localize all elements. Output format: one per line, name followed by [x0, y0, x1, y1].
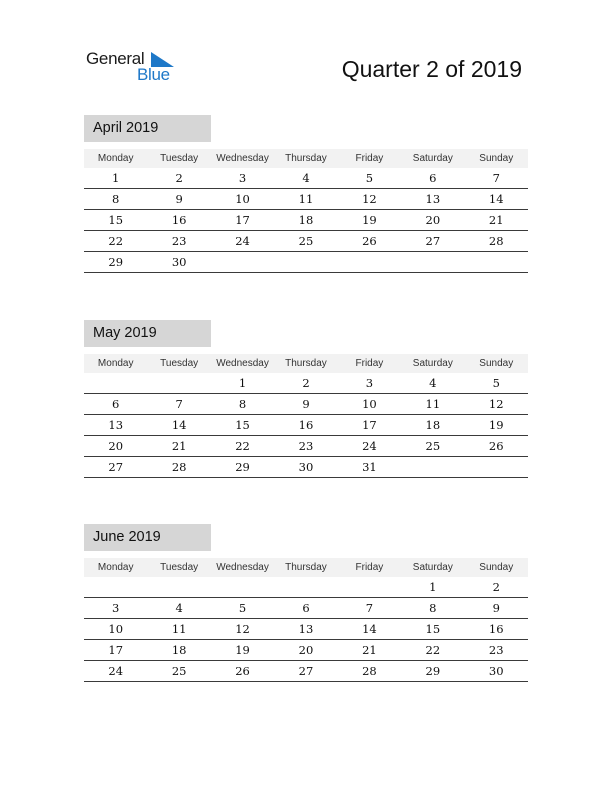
day-cell: 2	[492, 580, 500, 594]
month-calendar	[84, 524, 528, 682]
day-cell	[274, 252, 337, 272]
day-cell: 18	[171, 643, 187, 657]
week-row	[84, 436, 528, 457]
day-cell: 28	[488, 234, 504, 248]
day-cell	[211, 252, 274, 272]
day-cell: 5	[492, 376, 500, 390]
day-cell: 11	[425, 397, 441, 411]
week-row	[84, 577, 528, 598]
day-cell: 17	[108, 643, 124, 657]
day-cell: 12	[488, 397, 504, 411]
weekday-label: Saturday	[412, 358, 453, 369]
day-cell: 30	[488, 664, 504, 678]
day-cell: 17	[362, 418, 377, 432]
day-cell: 26	[235, 664, 250, 678]
day-cell: 31	[362, 460, 377, 474]
day-cell: 27	[425, 234, 441, 248]
day-cell: 14	[171, 418, 187, 432]
day-cell: 1	[429, 580, 437, 594]
day-cell: 15	[425, 622, 441, 636]
day-cell: 20	[298, 643, 314, 657]
day-cell: 3	[112, 601, 120, 615]
month-title: May 2019	[93, 325, 157, 341]
page-title: Quarter 2 of 2019	[341, 56, 522, 82]
day-cell: 30	[298, 460, 314, 474]
week-row	[84, 661, 528, 682]
day-cell: 8	[112, 192, 120, 206]
weekday-label: Thursday	[285, 562, 327, 573]
week-row	[84, 598, 528, 619]
day-cell: 23	[488, 643, 504, 657]
day-cell: 4	[302, 171, 310, 185]
day-cell	[465, 252, 528, 272]
day-cell: 3	[365, 376, 374, 390]
weekday-header-row	[84, 354, 528, 373]
day-cell: 19	[488, 418, 504, 432]
weekday-label: Sunday	[479, 358, 514, 369]
day-cell: 8	[429, 601, 437, 615]
day-cell: 24	[235, 234, 250, 248]
week-row	[84, 457, 528, 478]
day-cell	[338, 577, 401, 597]
day-cell: 6	[429, 171, 437, 185]
day-cell: 13	[108, 418, 124, 432]
day-cell	[401, 252, 464, 272]
day-cell: 12	[362, 192, 377, 206]
day-cell: 13	[425, 192, 441, 206]
day-cell: 17	[235, 213, 250, 227]
weekday-label: Friday	[355, 562, 384, 573]
day-cell: 6	[112, 397, 120, 411]
day-cell: 3	[238, 171, 247, 185]
day-cell: 14	[362, 622, 377, 636]
weekday-label: Saturday	[412, 562, 453, 573]
day-cell: 12	[235, 622, 250, 636]
day-cell: 24	[362, 439, 377, 453]
day-cell: 30	[171, 255, 187, 269]
weekday-header-row	[84, 149, 528, 168]
day-cell	[338, 252, 401, 272]
month-title-box	[84, 524, 211, 551]
weekday-label: Tuesday	[160, 358, 199, 369]
day-cell: 29	[108, 255, 124, 269]
weekday-label: Friday	[355, 153, 384, 164]
weekday-label: Friday	[355, 358, 384, 369]
day-cell: 7	[492, 171, 500, 185]
day-cell: 16	[488, 622, 504, 636]
day-cell: 19	[362, 213, 377, 227]
day-cell: 24	[108, 664, 124, 678]
day-cell: 29	[235, 460, 250, 474]
day-cell: 21	[488, 213, 504, 227]
day-cell: 9	[175, 192, 183, 206]
month-title: April 2019	[93, 120, 159, 136]
day-cell: 10	[235, 192, 250, 206]
weekday-label: Monday	[97, 358, 134, 369]
day-cell: 4	[175, 601, 183, 615]
day-cell	[401, 457, 464, 477]
week-row	[84, 231, 528, 252]
day-cell: 4	[429, 376, 437, 390]
day-cell: 23	[298, 439, 314, 453]
weekday-label: Sunday	[479, 153, 514, 164]
month-calendar	[84, 115, 528, 273]
day-cell: 5	[238, 601, 247, 615]
weekday-label: Sunday	[479, 562, 514, 573]
day-cell: 20	[425, 213, 441, 227]
week-row	[84, 210, 528, 231]
day-cell: 22	[235, 439, 250, 453]
day-cell	[147, 373, 210, 393]
day-cell: 26	[488, 439, 504, 453]
day-cell: 15	[108, 213, 124, 227]
day-cell: 18	[425, 418, 441, 432]
day-cell: 22	[425, 643, 441, 657]
month-title: June 2019	[93, 529, 161, 545]
day-cell: 21	[171, 439, 187, 453]
day-cell: 16	[171, 213, 187, 227]
day-cell: 26	[362, 234, 377, 248]
day-cell: 9	[302, 397, 310, 411]
day-cell: 22	[108, 234, 124, 248]
day-cell: 27	[298, 664, 314, 678]
month-title-box	[84, 320, 211, 347]
day-cell: 15	[235, 418, 250, 432]
day-cell: 16	[298, 418, 314, 432]
day-cell	[147, 577, 210, 597]
week-row	[84, 373, 528, 394]
day-cell: 7	[175, 397, 183, 411]
generalblue-logo	[86, 49, 186, 85]
day-cell: 21	[362, 643, 377, 657]
week-row	[84, 252, 528, 273]
weekday-label: Tuesday	[160, 153, 199, 164]
week-row	[84, 640, 528, 661]
day-cell: 2	[175, 171, 183, 185]
day-cell: 14	[488, 192, 504, 206]
weekday-label: Wednesday	[216, 153, 269, 164]
weekday-label: Wednesday	[216, 562, 269, 573]
day-cell: 19	[235, 643, 250, 657]
day-cell: 8	[238, 397, 247, 411]
week-row	[84, 415, 528, 436]
weekday-label: Tuesday	[160, 562, 199, 573]
day-cell: 2	[302, 376, 310, 390]
weekday-label: Wednesday	[216, 358, 269, 369]
day-cell: 1	[238, 376, 247, 390]
day-cell: 11	[171, 622, 187, 636]
day-cell: 23	[171, 234, 187, 248]
day-cell: 10	[108, 622, 124, 636]
day-cell: 1	[112, 171, 120, 185]
day-cell: 25	[298, 234, 314, 248]
day-cell: 29	[425, 664, 441, 678]
week-row	[84, 168, 528, 189]
day-cell	[84, 373, 147, 393]
day-cell: 25	[425, 439, 441, 453]
weekday-label: Monday	[97, 562, 134, 573]
day-cell: 25	[171, 664, 187, 678]
day-cell: 11	[298, 192, 314, 206]
day-cell: 5	[365, 171, 374, 185]
weekday-label: Saturday	[412, 153, 453, 164]
day-cell	[211, 577, 274, 597]
logo-text-blue: Blue	[137, 65, 170, 84]
day-cell	[84, 577, 147, 597]
weekday-label: Thursday	[285, 153, 327, 164]
day-cell: 13	[298, 622, 314, 636]
month-calendar	[84, 320, 528, 478]
day-cell: 28	[362, 664, 377, 678]
day-cell: 18	[298, 213, 314, 227]
day-cell: 27	[108, 460, 124, 474]
day-cell	[465, 457, 528, 477]
day-cell: 6	[302, 601, 310, 615]
weekday-label: Thursday	[285, 358, 327, 369]
logo-text-general: General	[86, 49, 145, 68]
week-row	[84, 619, 528, 640]
day-cell: 7	[365, 601, 374, 615]
day-cell	[274, 577, 337, 597]
day-cell: 9	[492, 601, 500, 615]
week-row	[84, 394, 528, 415]
weekday-label: Monday	[97, 153, 134, 164]
day-cell: 28	[171, 460, 187, 474]
day-cell: 10	[362, 397, 377, 411]
month-title-box	[84, 115, 211, 142]
day-cell: 20	[108, 439, 124, 453]
weekday-header-row	[84, 558, 528, 577]
week-row	[84, 189, 528, 210]
